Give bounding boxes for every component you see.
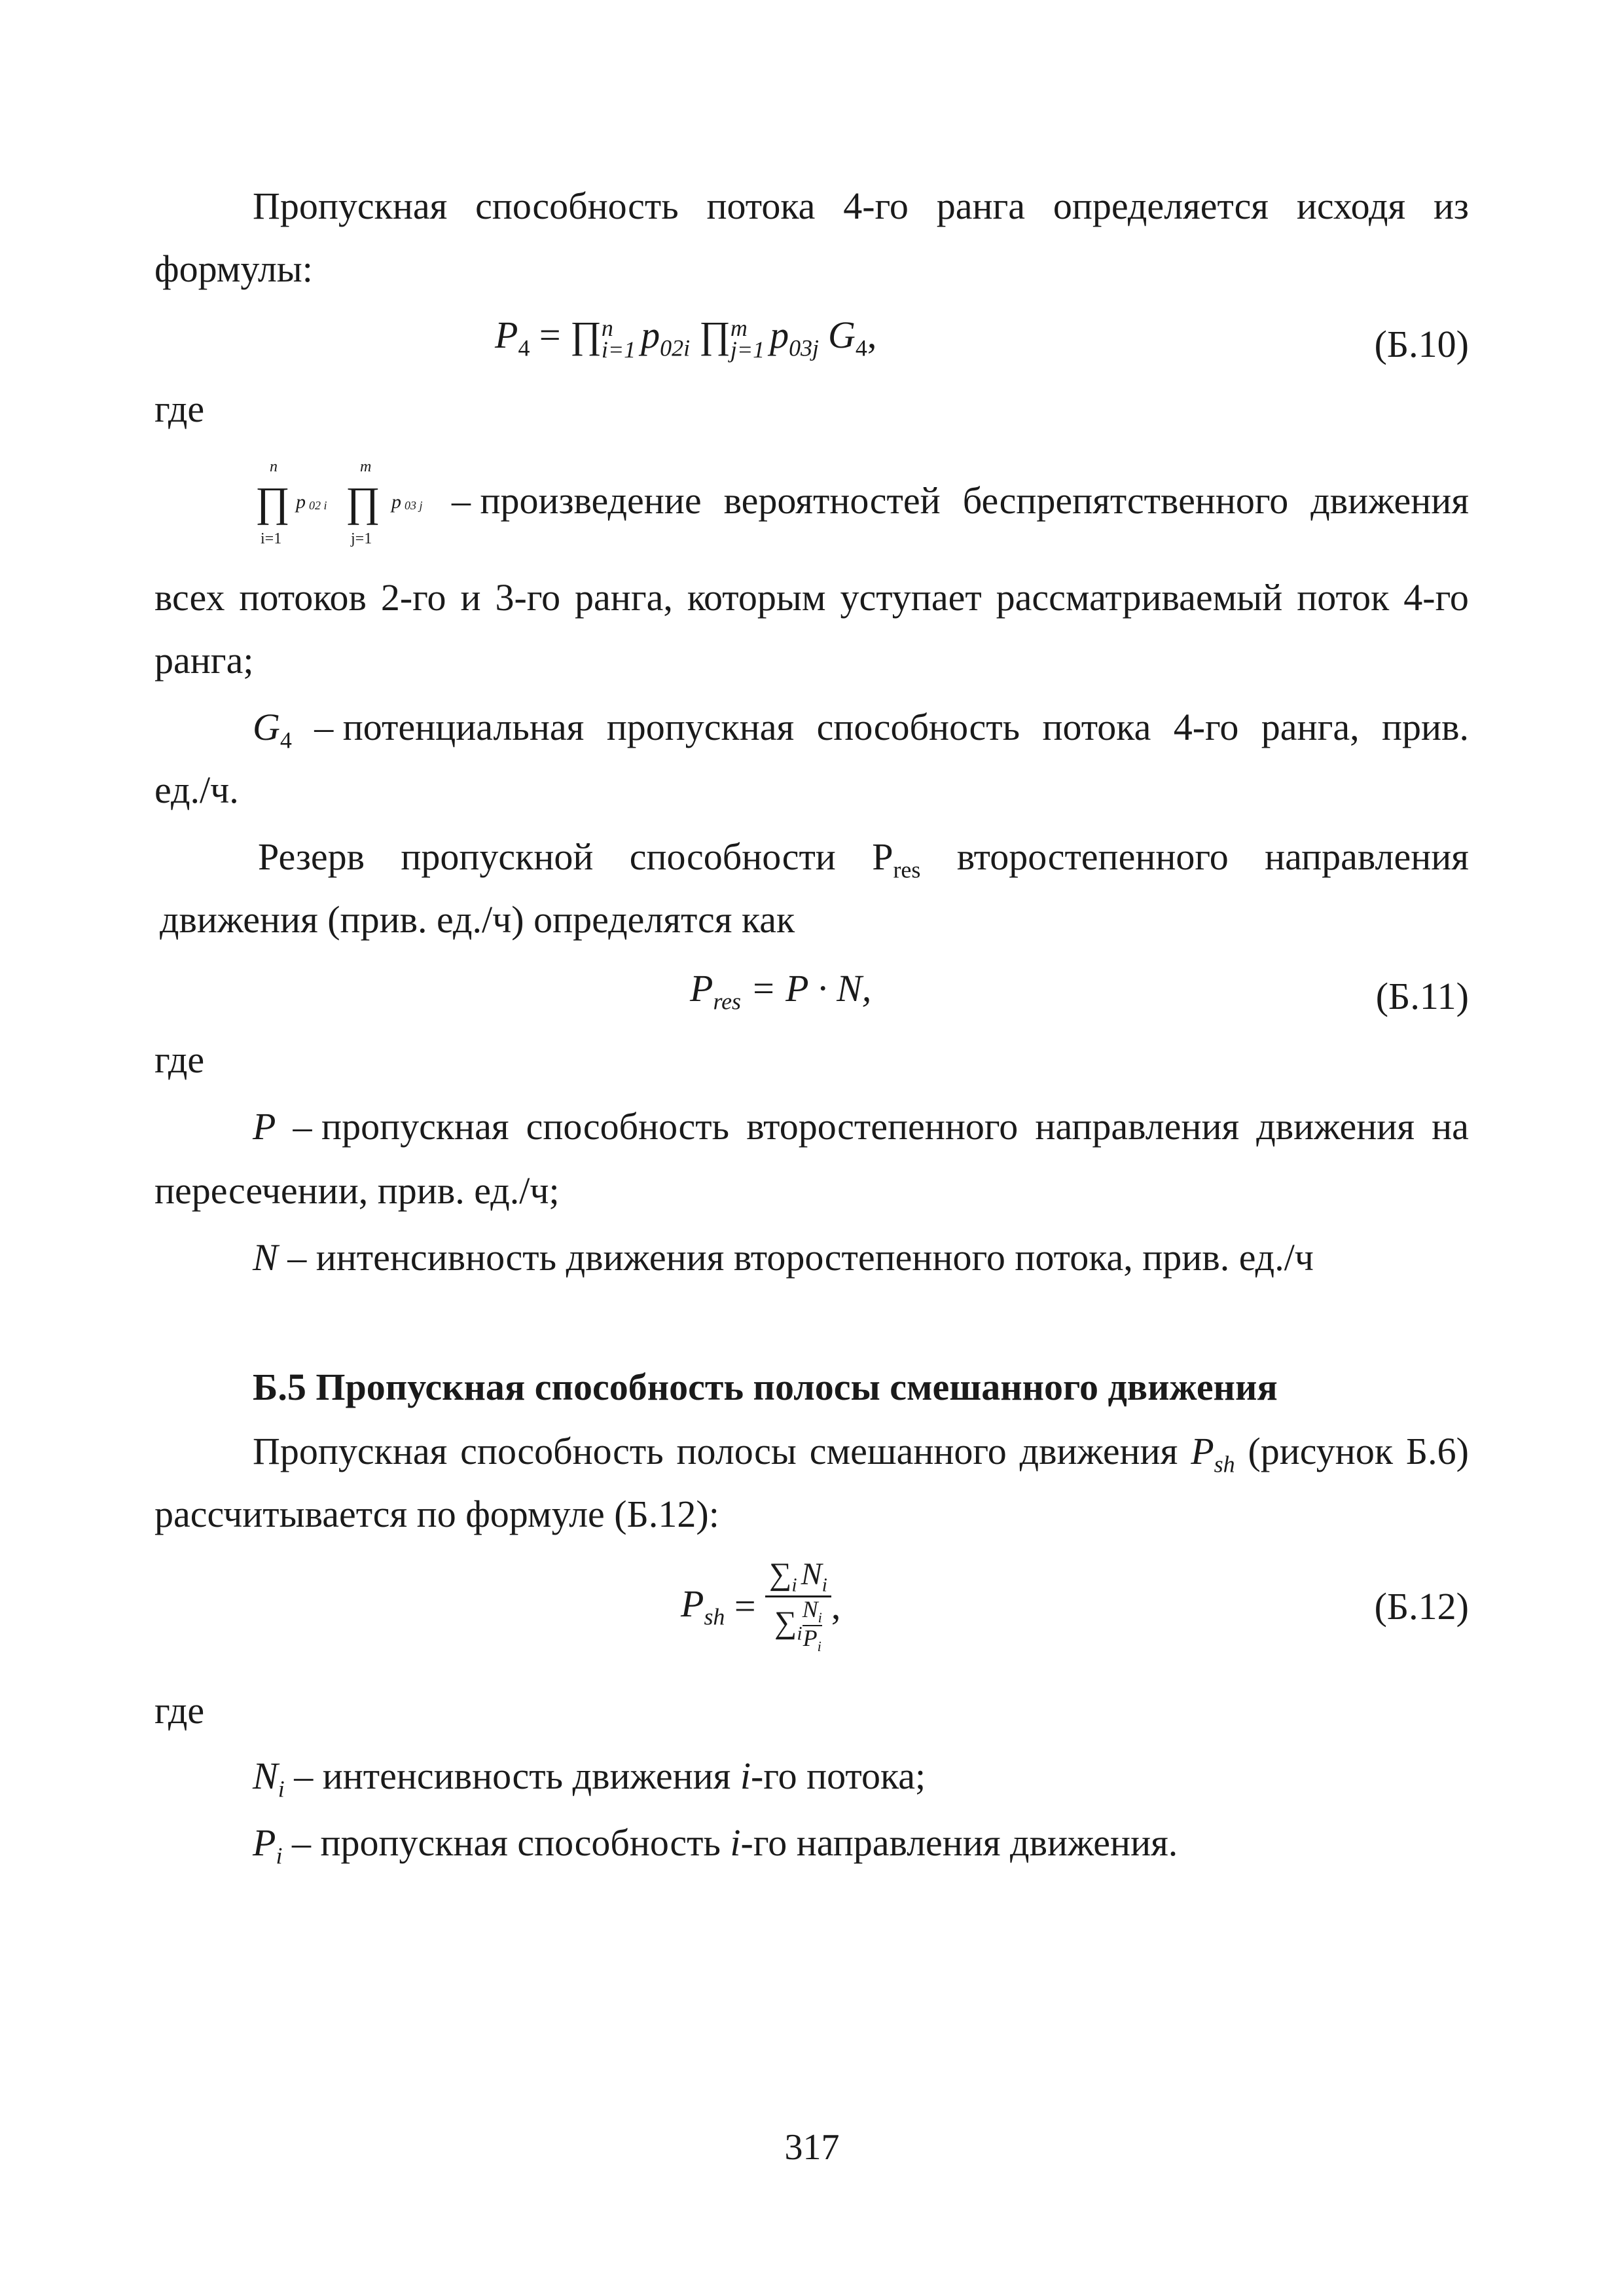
eq-symbol: N xyxy=(802,1595,818,1622)
eq-subscript: 02 i xyxy=(309,499,327,512)
word: Пропускная xyxy=(253,185,448,227)
eq-symbol: P xyxy=(681,1582,704,1625)
sum-symbol: ∑ xyxy=(774,1605,797,1640)
eq-comma: , xyxy=(867,314,877,356)
word: движения xyxy=(1310,479,1469,522)
word: потоков xyxy=(239,576,367,619)
eq-subscript: 02i xyxy=(660,335,691,361)
reserve-line-1 xyxy=(258,835,1469,884)
lower-limit: j=1 xyxy=(351,530,372,547)
word: направления xyxy=(1035,1105,1240,1148)
eq-subscript: i xyxy=(278,1776,285,1802)
word: направления xyxy=(1265,835,1469,878)
word: второстепенного xyxy=(746,1105,1019,1148)
word: и xyxy=(460,576,481,619)
word: пропускной xyxy=(401,835,594,878)
g4-definition-line-1 xyxy=(253,706,1469,754)
word: 4-го xyxy=(1173,706,1239,748)
word: 4-го xyxy=(1403,576,1469,619)
word: ранга, xyxy=(575,576,673,619)
eq-subscript: i xyxy=(818,1609,822,1626)
definition-text: -го потока; xyxy=(750,1755,926,1797)
n-symbol: N xyxy=(253,1236,278,1279)
eq-lhs xyxy=(681,1582,725,1631)
word: пропускная xyxy=(606,706,795,748)
g4-definition-line-2: ед./ч. xyxy=(154,769,239,811)
eq-symbol: p xyxy=(770,314,789,356)
g4-symbol xyxy=(253,706,292,754)
lower-limit: i=1 xyxy=(261,530,282,547)
word: способность xyxy=(460,1430,664,1472)
eq-subscript: res xyxy=(893,856,921,883)
product-definition-line-1 xyxy=(452,479,1469,523)
word: ранга, xyxy=(1261,706,1360,748)
fraction-numerator xyxy=(765,1558,831,1597)
product-definition-line-3: ранга; xyxy=(154,639,254,682)
psh-symbol xyxy=(1191,1430,1235,1478)
eq-symbol: G xyxy=(253,706,280,748)
word: прив. xyxy=(1381,706,1469,748)
equation-b12 xyxy=(681,1558,840,1654)
eq-subscript: sh xyxy=(1214,1451,1235,1478)
ni-definition xyxy=(253,1755,1567,1803)
p-definition-line-2: пересечении, прив. ед./ч; xyxy=(154,1169,560,1212)
eq-equals: = xyxy=(725,1584,766,1628)
word: смешанного xyxy=(809,1430,1007,1472)
eq-subscript: 4 xyxy=(280,727,292,754)
eq-rhs: = P · N, xyxy=(741,967,872,1010)
word: из xyxy=(1433,185,1469,227)
section-paragraph-line-1 xyxy=(253,1430,1469,1478)
definition-text: – пропускная способность xyxy=(282,1821,731,1864)
product-notation xyxy=(249,458,465,556)
word: 4-го xyxy=(843,185,909,227)
upper-limit: n xyxy=(601,315,613,342)
word: – произведение xyxy=(452,479,702,522)
where-label: где xyxy=(154,388,205,430)
eq-subscript: i xyxy=(791,1574,797,1596)
word: рассматриваемый xyxy=(996,576,1283,619)
word: всех xyxy=(154,576,225,619)
upper-limit: m xyxy=(360,458,372,475)
product-symbol: ∏ xyxy=(699,314,731,356)
product-symbol: ∏ xyxy=(255,479,290,525)
word: Резерв xyxy=(258,835,365,878)
limits xyxy=(601,315,636,363)
eq-symbol: P xyxy=(872,835,893,878)
n-definition xyxy=(253,1236,1567,1280)
page-number: 317 xyxy=(784,2127,840,2168)
word: Пропускная xyxy=(253,1430,448,1472)
eq-subscript: i xyxy=(276,1842,283,1869)
eq-subscript: res xyxy=(713,988,742,1015)
eq-subscript: 03 j xyxy=(405,499,423,512)
word: – пропускная xyxy=(293,1105,509,1148)
pi-definition xyxy=(253,1821,1567,1870)
p-definition-line-1 xyxy=(253,1105,1469,1149)
word: движения xyxy=(1019,1430,1178,1472)
word: потока xyxy=(1042,706,1151,748)
word: – потенциальная xyxy=(314,706,585,748)
index-symbol: i xyxy=(740,1755,751,1797)
word: способность xyxy=(526,1105,730,1148)
paragraph-1-line-1 xyxy=(253,185,1469,228)
definition-text: – интенсивность движения xyxy=(284,1755,740,1797)
word: способность xyxy=(475,185,679,227)
eq-subscript: sh xyxy=(704,1603,725,1630)
eq-symbol: P xyxy=(690,967,713,1010)
word: которым xyxy=(687,576,826,619)
word: уступает xyxy=(840,576,982,619)
fraction xyxy=(765,1558,831,1654)
eq-symbol: P xyxy=(803,1624,818,1651)
pres-symbol xyxy=(872,835,920,884)
word: способности xyxy=(629,835,836,878)
paragraph-1-line-2: формулы: xyxy=(154,247,313,290)
pi-symbol: P xyxy=(253,1821,276,1864)
eq-subscript: i xyxy=(797,1622,803,1645)
eq-symbol: N xyxy=(801,1557,822,1592)
eq-comma: , xyxy=(831,1584,841,1628)
eq-subscript: 4 xyxy=(855,335,867,361)
equation-number-b11: (Б.11) xyxy=(1375,975,1469,1017)
eq-symbol: p xyxy=(391,491,401,513)
word: беспрепятственного xyxy=(962,479,1289,522)
word: полосы xyxy=(676,1430,797,1472)
definition-text: -го направления движения. xyxy=(740,1821,1178,1864)
n-definition-text: – интенсивность движения второстепенного потока, прив. ед./ч xyxy=(278,1236,1314,1279)
word: вероятностей xyxy=(723,479,941,522)
equation-number-b10: (Б.10) xyxy=(1374,323,1469,365)
word: поток xyxy=(1297,576,1390,619)
product-definition-line-2 xyxy=(154,576,1469,620)
word: на xyxy=(1432,1105,1469,1148)
equation-number-b12: (Б.12) xyxy=(1374,1585,1469,1628)
word: 2-го xyxy=(380,576,446,619)
eq-subscript: i xyxy=(821,1574,827,1596)
sum-symbol: ∑ xyxy=(769,1557,792,1592)
word: способность xyxy=(816,706,1020,748)
limits xyxy=(730,315,765,363)
inner-denominator xyxy=(803,1626,822,1654)
where-label: где xyxy=(154,1689,205,1732)
product-symbol: ∏ xyxy=(570,314,602,356)
product-symbol: ∏ xyxy=(346,479,380,525)
word: потока xyxy=(706,185,816,227)
word: определяется xyxy=(1053,185,1269,227)
where-label: где xyxy=(154,1038,205,1081)
word: исходя xyxy=(1296,185,1406,227)
eq-symbol: P xyxy=(1191,1430,1214,1472)
fraction-denominator xyxy=(765,1597,831,1654)
eq-subscript: i xyxy=(817,1637,821,1654)
index-symbol: i xyxy=(730,1821,741,1864)
word: (рисунок xyxy=(1248,1430,1394,1472)
section-heading: Б.5 Пропускная способность полосы смешанного движения xyxy=(253,1366,1278,1408)
equation-b11 xyxy=(690,966,871,1015)
ni-symbol: N xyxy=(253,1755,278,1797)
word: Б.6) xyxy=(1405,1430,1469,1472)
upper-limit: m xyxy=(730,315,748,342)
eq-symbol: p xyxy=(296,491,306,513)
equation-b10 xyxy=(495,313,876,362)
word: движения xyxy=(1256,1105,1415,1148)
word: ранга xyxy=(936,185,1026,227)
lower-limit: j=1 xyxy=(730,336,765,363)
inner-fraction xyxy=(803,1597,822,1654)
eq-subscript: 03j xyxy=(789,335,820,361)
word: 3-го xyxy=(495,576,561,619)
lower-limit: i=1 xyxy=(601,336,636,363)
eq-subscript: 4 xyxy=(518,335,530,361)
word: второстепенного xyxy=(956,835,1229,878)
inner-numerator xyxy=(803,1597,822,1626)
upper-limit: n xyxy=(270,458,278,475)
reserve-line-2: движения (прив. ед./ч) определятся как xyxy=(160,898,795,941)
section-paragraph-line-2: рассчитывается по формуле (Б.12): xyxy=(154,1493,719,1535)
eq-symbol: P xyxy=(495,314,518,356)
eq-symbol: G xyxy=(828,314,856,356)
eq-symbol: p xyxy=(641,314,660,356)
eq-equals: = xyxy=(530,314,571,356)
p-symbol: P xyxy=(253,1105,276,1148)
